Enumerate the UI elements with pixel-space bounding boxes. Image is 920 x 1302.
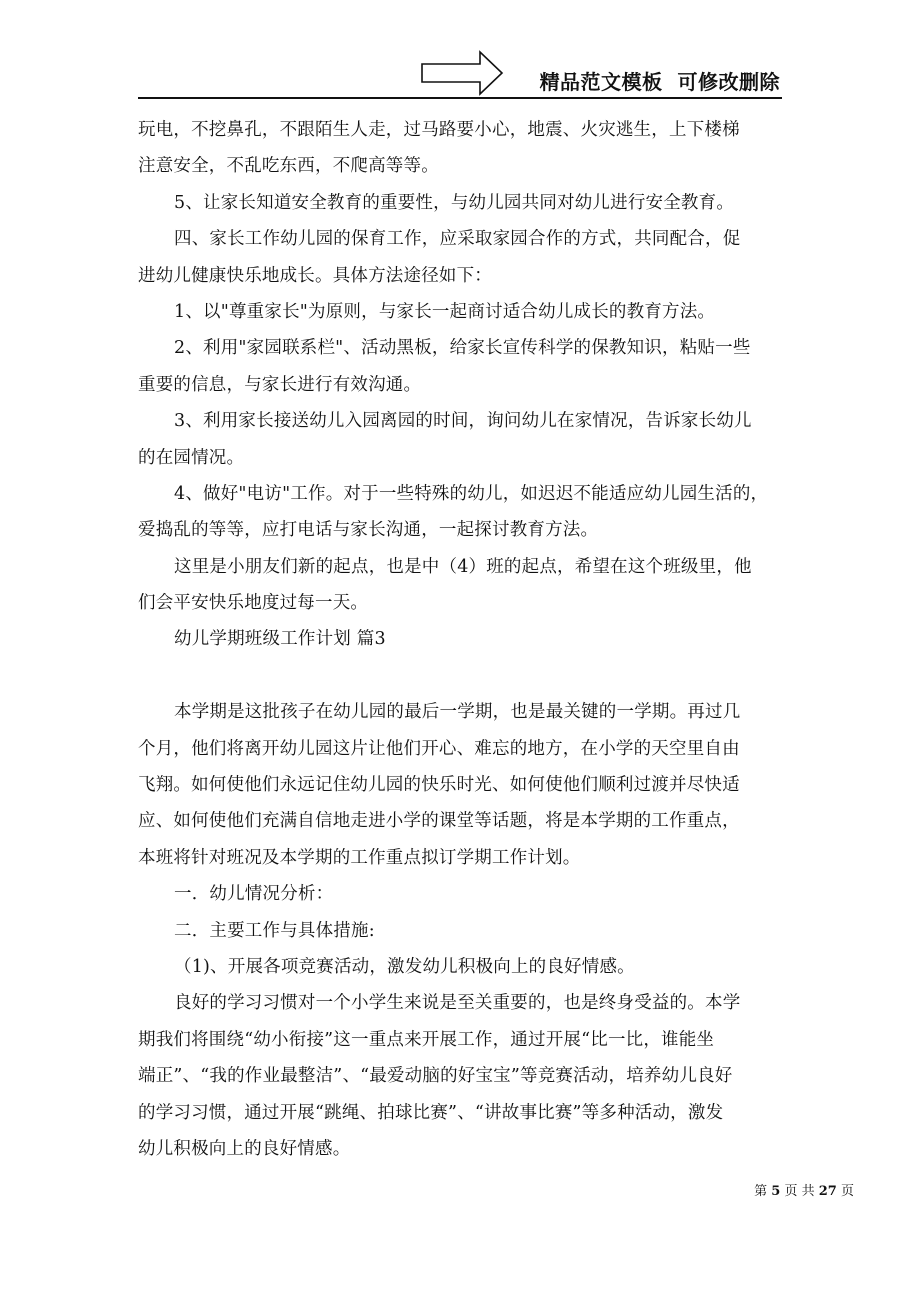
header-title: 精品范文模板 可修改删除 [539,70,780,94]
body-line: 1、以"尊重家长"为原则，与家长一起商讨适合幼儿成长的教育方法。 [174,301,716,322]
blank-line [138,658,786,694]
page-number [754,1180,854,1199]
page-number-prefix: 第 [754,1184,768,1199]
header-divider [138,97,782,99]
body-line: 重要的信息，与家长进行有效沟通。 [138,374,422,395]
body-line: 应、如何使他们充满自信地走进小学的课堂等话题，将是本学期的工作重点， [138,811,740,832]
body-line: 5、让家长知道安全教育的重要性，与幼儿园共同对幼儿进行安全教育。 [174,192,735,213]
body-line: 四、家长工作幼儿园的保育工作，应采取家园合作的方式，共同配合，促 [174,229,741,250]
body-line: 幼儿积极向上的良好情感。 [138,1138,351,1159]
body-line: 的在园情况。 [138,447,245,468]
body-line: 注意安全，不乱吃东西，不爬高等等。 [138,156,439,177]
arrow-right-outline-icon [420,50,504,96]
page-number-suffix: 页 [840,1184,854,1199]
body-line: 期我们将围绕“幼小衔接”这一重点来开展工作，通过开展“比一比，谁能坐 [138,1029,715,1050]
body-line: 玩电，不挖鼻孔，不跟陌生人走，过马路要小心，地震、火灾逃生，上下楼梯 [138,120,740,140]
body-line: 2、利用"家园联系栏"、活动黑板，给家长宣传科学的保教知识，粘贴一些 [174,338,751,359]
body-line: 一．幼儿情况分析： [174,884,334,905]
body-line: 们会平安快乐地度过每一天。 [138,593,369,614]
body-line: 本学期是这批孩子在幼儿园的最后一学期，也是最关键的一学期。再过几 [174,702,741,723]
body-line: 本班将针对班况及本学期的工作重点拟订学期工作计划。 [138,847,581,868]
body-line: 二．主要工作与具体措施: [174,920,375,941]
body-line: 端正”、“我的作业最整洁”、“最爱动脑的好宝宝”等竞赛活动，培养幼儿良好 [138,1066,733,1087]
body-line: 的学习习惯，通过开展“跳绳、拍球比赛”、“讲故事比赛”等多种活动，激发 [138,1102,724,1123]
total-pages: 27 [818,1184,837,1199]
body-line: 良好的学习习惯对一个小学生来说是至关重要的，也是终身受益的。本学 [174,993,741,1014]
current-page: 5 [771,1184,781,1199]
body-line: 4、做好"电访"工作。对于一些特殊的幼儿，如迟迟不能适应幼儿园生活的， [174,483,769,504]
document-body [138,112,786,1167]
body-line: 3、利用家长接送幼儿入园离园的时间，询问幼儿在家情况，告诉家长幼儿 [174,411,752,432]
body-line: 个月，他们将离开幼儿园这片让他们开心、难忘的地方，在小学的天空里自由 [138,738,740,759]
body-line: 爱捣乱的等等，应打电话与家长沟通，一起探讨教育方法。 [138,520,599,541]
section-heading: 幼儿学期班级工作计划 篇3 [174,629,386,650]
body-line: 进幼儿健康快乐地成长。具体方法途径如下： [138,265,492,286]
body-line: 这里是小朋友们新的起点，也是中（4）班的起点，希望在这个班级里，他 [174,556,752,577]
body-line: （1)、开展各项竞赛活动，激发幼儿积极向上的良好情感。 [174,956,635,977]
page-number-middle: 页 共 [784,1184,815,1199]
body-line: 飞翔。如何使他们永远记住幼儿园的快乐时光、如何使他们顺利过渡并尽快适 [138,775,740,796]
